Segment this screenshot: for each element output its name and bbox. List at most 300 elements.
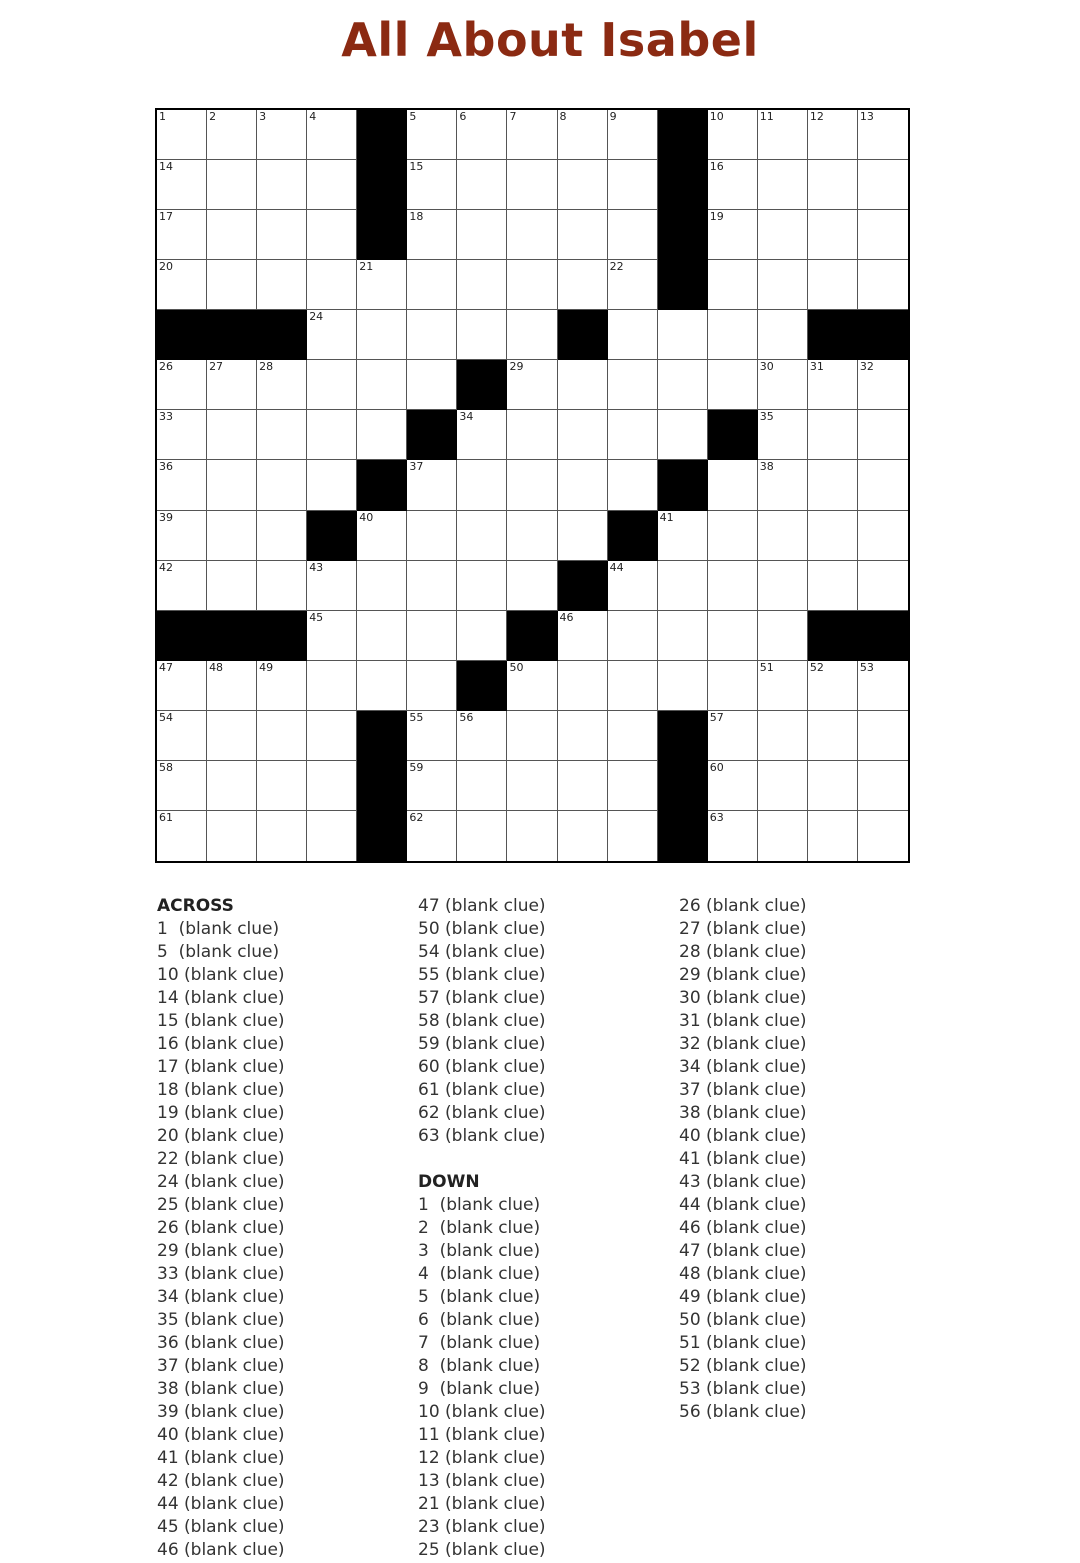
grid-cell[interactable] xyxy=(157,160,207,210)
across-clue: 37 (blank clue) xyxy=(157,1356,285,1376)
grid-cell[interactable] xyxy=(307,110,357,160)
grid-cell[interactable] xyxy=(758,511,808,561)
spacer xyxy=(418,1148,546,1171)
across-clue: 10 (blank clue) xyxy=(157,965,285,985)
grid-cell[interactable] xyxy=(407,110,457,160)
grid-cell[interactable] xyxy=(457,110,507,160)
grid-cell[interactable] xyxy=(608,110,658,160)
grid-cell[interactable] xyxy=(407,310,457,360)
grid-cell[interactable] xyxy=(407,511,457,561)
grid-cell[interactable] xyxy=(157,410,207,460)
down-clue: 34 (blank clue) xyxy=(679,1057,807,1077)
grid-block xyxy=(357,711,407,761)
grid-cell[interactable] xyxy=(407,561,457,611)
grid-cell[interactable] xyxy=(307,260,357,310)
grid-cell[interactable] xyxy=(758,410,808,460)
grid-cell[interactable] xyxy=(558,811,608,861)
grid-cell[interactable] xyxy=(507,761,557,811)
grid-cell[interactable] xyxy=(808,761,858,811)
grid-block xyxy=(457,661,507,711)
grid-cell[interactable] xyxy=(307,661,357,711)
cell-number: 29 xyxy=(509,360,524,374)
across-clue: 17 (blank clue) xyxy=(157,1057,285,1077)
grid-cell[interactable] xyxy=(257,460,307,510)
grid-cell[interactable] xyxy=(708,460,758,510)
grid-block xyxy=(357,811,407,861)
grid-cell[interactable] xyxy=(507,661,557,711)
grid-cell[interactable] xyxy=(808,260,858,310)
grid-block xyxy=(157,611,207,661)
down-heading: DOWN xyxy=(418,1172,480,1192)
grid-cell[interactable] xyxy=(407,460,457,510)
clue-column-3 xyxy=(679,895,807,1424)
grid-cell[interactable] xyxy=(608,561,658,611)
grid-cell[interactable] xyxy=(808,561,858,611)
grid-cell[interactable] xyxy=(407,761,457,811)
grid-cell[interactable] xyxy=(558,460,608,510)
across-heading: ACROSS xyxy=(157,896,234,916)
across-clue: 42 (blank clue) xyxy=(157,1471,285,1491)
grid-cell[interactable] xyxy=(157,761,207,811)
grid-cell[interactable] xyxy=(808,711,858,761)
grid-cell[interactable] xyxy=(307,711,357,761)
across-clue: 41 (blank clue) xyxy=(157,1448,285,1468)
grid-cell[interactable] xyxy=(758,661,808,711)
grid-cell[interactable] xyxy=(507,260,557,310)
grid-cell[interactable] xyxy=(407,611,457,661)
grid-block xyxy=(407,410,457,460)
grid-cell[interactable] xyxy=(207,210,257,260)
grid-block xyxy=(708,410,758,460)
down-clue: 1 (blank clue) xyxy=(418,1195,541,1215)
grid-cell[interactable] xyxy=(457,811,507,861)
grid-cell[interactable] xyxy=(808,511,858,561)
grid-cell[interactable] xyxy=(157,811,207,861)
grid-cell[interactable] xyxy=(507,410,557,460)
grid-cell[interactable] xyxy=(758,210,808,260)
down-clue: 4 (blank clue) xyxy=(418,1264,541,1284)
grid-cell[interactable] xyxy=(207,511,257,561)
grid-cell[interactable] xyxy=(457,511,507,561)
grid-cell[interactable] xyxy=(157,210,207,260)
down-clue: 50 (blank clue) xyxy=(679,1310,807,1330)
cell-number: 30 xyxy=(759,360,774,374)
grid-cell[interactable] xyxy=(658,410,708,460)
cell-number: 54 xyxy=(159,710,173,724)
grid-cell[interactable] xyxy=(758,711,808,761)
grid-cell[interactable] xyxy=(858,761,908,811)
cell-number: 13 xyxy=(859,110,874,123)
across-clue: 20 (blank clue) xyxy=(157,1126,285,1146)
grid-cell[interactable] xyxy=(357,360,407,410)
grid-cell[interactable] xyxy=(257,511,307,561)
grid-cell[interactable] xyxy=(207,410,257,460)
down-clue: 38 (blank clue) xyxy=(679,1103,807,1123)
cell-number: 47 xyxy=(159,660,173,674)
cell-number: 63 xyxy=(709,810,724,824)
grid-cell[interactable] xyxy=(658,310,708,360)
grid-cell[interactable] xyxy=(808,460,858,510)
grid-block xyxy=(307,511,357,561)
grid-cell[interactable] xyxy=(307,360,357,410)
grid-cell[interactable] xyxy=(858,511,908,561)
grid-cell[interactable] xyxy=(858,711,908,761)
grid-cell[interactable] xyxy=(157,711,207,761)
grid-cell[interactable] xyxy=(307,210,357,260)
across-clue: 5 (blank clue) xyxy=(157,942,280,962)
cell-number: 60 xyxy=(709,760,724,774)
grid-cell[interactable] xyxy=(808,360,858,410)
grid-cell[interactable] xyxy=(758,260,808,310)
grid-cell[interactable] xyxy=(558,661,608,711)
grid-cell[interactable] xyxy=(808,410,858,460)
grid-cell[interactable] xyxy=(608,160,658,210)
cell-number: 5 xyxy=(409,110,417,123)
grid-cell[interactable] xyxy=(457,761,507,811)
grid-cell[interactable] xyxy=(808,661,858,711)
grid-cell[interactable] xyxy=(157,561,207,611)
cell-number: 9 xyxy=(609,110,617,123)
grid-cell[interactable] xyxy=(858,661,908,711)
cell-number: 53 xyxy=(859,660,874,674)
down-clue: 5 (blank clue) xyxy=(418,1287,541,1307)
grid-cell[interactable] xyxy=(257,711,307,761)
cell-number: 2 xyxy=(209,110,217,123)
across-clue: 33 (blank clue) xyxy=(157,1264,285,1284)
down-clue: 47 (blank clue) xyxy=(679,1241,807,1261)
grid-cell[interactable] xyxy=(658,561,708,611)
grid-cell[interactable] xyxy=(708,210,758,260)
grid-block xyxy=(808,611,858,661)
grid-cell[interactable] xyxy=(608,761,658,811)
down-clue: 46 (blank clue) xyxy=(679,1218,807,1238)
cell-number: 20 xyxy=(159,260,173,274)
grid-cell[interactable] xyxy=(207,811,257,861)
grid-cell[interactable] xyxy=(407,360,457,410)
grid-cell[interactable] xyxy=(257,761,307,811)
grid-cell[interactable] xyxy=(257,110,307,160)
down-clue: 11 (blank clue) xyxy=(418,1425,546,1445)
grid-cell[interactable] xyxy=(858,811,908,861)
grid-cell[interactable] xyxy=(758,761,808,811)
grid-block xyxy=(257,310,307,360)
grid-cell[interactable] xyxy=(407,210,457,260)
grid-cell[interactable] xyxy=(257,561,307,611)
cell-number: 61 xyxy=(159,810,173,824)
grid-cell[interactable] xyxy=(507,360,557,410)
grid-cell[interactable] xyxy=(558,260,608,310)
grid-cell[interactable] xyxy=(357,410,407,460)
grid-block xyxy=(658,260,708,310)
grid-cell[interactable] xyxy=(207,260,257,310)
cell-number: 33 xyxy=(159,410,173,424)
grid-cell[interactable] xyxy=(507,711,557,761)
across-clue: 36 (blank clue) xyxy=(157,1333,285,1353)
grid-cell[interactable] xyxy=(357,511,407,561)
cell-number: 21 xyxy=(359,260,374,274)
cell-number: 40 xyxy=(359,510,374,524)
grid-cell[interactable] xyxy=(157,460,207,510)
grid-cell[interactable] xyxy=(558,711,608,761)
grid-cell[interactable] xyxy=(457,711,507,761)
across-clue: 45 (blank clue) xyxy=(157,1517,285,1537)
grid-cell[interactable] xyxy=(307,460,357,510)
grid-cell[interactable] xyxy=(307,811,357,861)
grid-block xyxy=(858,310,908,360)
grid-cell[interactable] xyxy=(758,310,808,360)
grid-cell[interactable] xyxy=(207,661,257,711)
cell-number: 45 xyxy=(309,610,324,624)
grid-cell[interactable] xyxy=(608,410,658,460)
grid-cell[interactable] xyxy=(507,210,557,260)
cell-number: 14 xyxy=(159,160,173,174)
down-clue: 13 (blank clue) xyxy=(418,1471,546,1491)
grid-cell[interactable] xyxy=(207,360,257,410)
grid-cell[interactable] xyxy=(558,611,608,661)
grid-cell[interactable] xyxy=(507,110,557,160)
grid-cell[interactable] xyxy=(507,460,557,510)
grid-cell[interactable] xyxy=(708,561,758,611)
grid-cell[interactable] xyxy=(357,260,407,310)
grid-cell[interactable] xyxy=(608,661,658,711)
grid-cell[interactable] xyxy=(608,460,658,510)
across-clue: 63 (blank clue) xyxy=(418,1126,546,1146)
across-clue: 60 (blank clue) xyxy=(418,1057,546,1077)
grid-block xyxy=(858,611,908,661)
grid-cell[interactable] xyxy=(658,360,708,410)
grid-cell[interactable] xyxy=(658,661,708,711)
cell-number: 31 xyxy=(809,360,824,374)
grid-cell[interactable] xyxy=(157,511,207,561)
down-clue: 23 (blank clue) xyxy=(418,1517,546,1537)
grid-cell[interactable] xyxy=(608,260,658,310)
grid-cell[interactable] xyxy=(307,611,357,661)
grid-cell[interactable] xyxy=(507,561,557,611)
grid-cell[interactable] xyxy=(407,260,457,310)
grid-cell[interactable] xyxy=(708,761,758,811)
grid-cell[interactable] xyxy=(507,160,557,210)
grid-cell[interactable] xyxy=(858,460,908,510)
grid-cell[interactable] xyxy=(708,360,758,410)
grid-cell[interactable] xyxy=(357,611,407,661)
grid-cell[interactable] xyxy=(207,561,257,611)
grid-cell[interactable] xyxy=(307,761,357,811)
grid-cell[interactable] xyxy=(708,110,758,160)
cell-number: 3 xyxy=(259,110,267,123)
grid-cell[interactable] xyxy=(858,360,908,410)
grid-block xyxy=(558,310,608,360)
grid-cell[interactable] xyxy=(457,160,507,210)
grid-cell[interactable] xyxy=(257,360,307,410)
down-clue: 37 (blank clue) xyxy=(679,1080,807,1100)
grid-cell[interactable] xyxy=(558,360,608,410)
across-clue: 57 (blank clue) xyxy=(418,988,546,1008)
across-clue: 50 (blank clue) xyxy=(418,919,546,939)
grid-cell[interactable] xyxy=(608,711,658,761)
down-clue: 25 (blank clue) xyxy=(418,1540,546,1560)
grid-block xyxy=(658,460,708,510)
down-clue: 56 (blank clue) xyxy=(679,1402,807,1422)
grid-cell[interactable] xyxy=(758,360,808,410)
grid-cell[interactable] xyxy=(457,310,507,360)
grid-block xyxy=(357,460,407,510)
grid-cell[interactable] xyxy=(608,360,658,410)
grid-cell[interactable] xyxy=(257,260,307,310)
cell-number: 43 xyxy=(309,560,324,574)
clue-column-1 xyxy=(157,895,285,1562)
grid-cell[interactable] xyxy=(758,811,808,861)
grid-cell[interactable] xyxy=(307,310,357,360)
grid-cell[interactable] xyxy=(457,611,507,661)
grid-cell[interactable] xyxy=(658,611,708,661)
grid-cell[interactable] xyxy=(457,460,507,510)
cell-number: 10 xyxy=(709,110,724,123)
grid-cell[interactable] xyxy=(708,711,758,761)
grid-cell[interactable] xyxy=(858,260,908,310)
grid-cell[interactable] xyxy=(558,761,608,811)
grid-cell[interactable] xyxy=(608,210,658,260)
down-clue: 3 (blank clue) xyxy=(418,1241,541,1261)
grid-cell[interactable] xyxy=(708,511,758,561)
cell-number: 17 xyxy=(159,210,173,224)
grid-cell[interactable] xyxy=(858,410,908,460)
cell-number: 11 xyxy=(759,110,774,123)
grid-cell[interactable] xyxy=(758,110,808,160)
grid-cell[interactable] xyxy=(558,110,608,160)
across-clue: 61 (blank clue) xyxy=(418,1080,546,1100)
grid-cell[interactable] xyxy=(858,110,908,160)
grid-cell[interactable] xyxy=(207,460,257,510)
grid-cell[interactable] xyxy=(558,210,608,260)
cell-number: 22 xyxy=(609,260,624,274)
down-clue: 8 (blank clue) xyxy=(418,1356,541,1376)
grid-cell[interactable] xyxy=(507,811,557,861)
grid-cell[interactable] xyxy=(708,811,758,861)
grid-cell[interactable] xyxy=(207,160,257,210)
grid-cell[interactable] xyxy=(507,310,557,360)
down-clue: 12 (blank clue) xyxy=(418,1448,546,1468)
grid-cell[interactable] xyxy=(658,511,708,561)
cell-number: 62 xyxy=(409,810,424,824)
down-clue: 29 (blank clue) xyxy=(679,965,807,985)
across-clue: 39 (blank clue) xyxy=(157,1402,285,1422)
cell-number: 32 xyxy=(859,360,874,374)
grid-cell[interactable] xyxy=(708,260,758,310)
down-clue: 27 (blank clue) xyxy=(679,919,807,939)
grid-cell[interactable] xyxy=(157,110,207,160)
grid-cell[interactable] xyxy=(457,210,507,260)
down-clue: 41 (blank clue) xyxy=(679,1149,807,1169)
grid-cell[interactable] xyxy=(357,661,407,711)
crossword-grid xyxy=(155,108,910,863)
grid-cell[interactable] xyxy=(357,561,407,611)
grid-cell[interactable] xyxy=(608,811,658,861)
grid-cell[interactable] xyxy=(307,410,357,460)
grid-cell[interactable] xyxy=(758,611,808,661)
grid-cell[interactable] xyxy=(257,661,307,711)
grid-cell[interactable] xyxy=(407,160,457,210)
grid-block xyxy=(658,811,708,861)
grid-cell[interactable] xyxy=(808,811,858,861)
grid-block xyxy=(157,310,207,360)
grid-cell[interactable] xyxy=(157,661,207,711)
down-clue: 30 (blank clue) xyxy=(679,988,807,1008)
cell-number: 58 xyxy=(159,760,173,774)
down-clue: 52 (blank clue) xyxy=(679,1356,807,1376)
grid-cell[interactable] xyxy=(457,260,507,310)
grid-cell[interactable] xyxy=(758,561,808,611)
grid-cell[interactable] xyxy=(708,160,758,210)
grid-cell[interactable] xyxy=(558,511,608,561)
grid-cell[interactable] xyxy=(708,661,758,711)
cell-number: 19 xyxy=(709,210,724,224)
grid-cell[interactable] xyxy=(558,160,608,210)
across-clue: 24 (blank clue) xyxy=(157,1172,285,1192)
cell-number: 39 xyxy=(159,510,173,524)
grid-cell[interactable] xyxy=(457,561,507,611)
grid-cell[interactable] xyxy=(257,410,307,460)
grid-block xyxy=(257,611,307,661)
across-clue: 38 (blank clue) xyxy=(157,1379,285,1399)
grid-cell[interactable] xyxy=(207,110,257,160)
grid-cell[interactable] xyxy=(407,711,457,761)
across-clue: 35 (blank clue) xyxy=(157,1310,285,1330)
grid-cell[interactable] xyxy=(708,611,758,661)
grid-cell[interactable] xyxy=(507,511,557,561)
grid-cell[interactable] xyxy=(808,110,858,160)
grid-cell[interactable] xyxy=(307,561,357,611)
grid-cell[interactable] xyxy=(157,360,207,410)
down-clue: 49 (blank clue) xyxy=(679,1287,807,1307)
grid-cell[interactable] xyxy=(608,310,658,360)
cell-number: 27 xyxy=(209,360,224,374)
grid-cell[interactable] xyxy=(207,711,257,761)
grid-cell[interactable] xyxy=(558,410,608,460)
grid-cell[interactable] xyxy=(257,210,307,260)
grid-cell[interactable] xyxy=(808,160,858,210)
cell-number: 55 xyxy=(409,710,424,724)
grid-cell[interactable] xyxy=(758,460,808,510)
cell-number: 57 xyxy=(709,710,724,724)
grid-cell[interactable] xyxy=(858,210,908,260)
grid-cell[interactable] xyxy=(307,160,357,210)
grid-cell[interactable] xyxy=(708,310,758,360)
across-clue: 40 (blank clue) xyxy=(157,1425,285,1445)
grid-cell[interactable] xyxy=(357,310,407,360)
grid-cell[interactable] xyxy=(608,611,658,661)
grid-cell[interactable] xyxy=(758,160,808,210)
grid-block xyxy=(357,761,407,811)
grid-cell[interactable] xyxy=(858,160,908,210)
page-title: All About Isabel xyxy=(341,13,759,67)
grid-cell[interactable] xyxy=(407,661,457,711)
grid-cell[interactable] xyxy=(808,210,858,260)
grid-cell[interactable] xyxy=(207,761,257,811)
across-clue: 26 (blank clue) xyxy=(157,1218,285,1238)
across-clue: 55 (blank clue) xyxy=(418,965,546,985)
cell-number: 18 xyxy=(409,210,424,224)
grid-cell[interactable] xyxy=(257,811,307,861)
grid-block xyxy=(658,210,708,260)
grid-cell[interactable] xyxy=(457,410,507,460)
grid-block xyxy=(558,561,608,611)
grid-cell[interactable] xyxy=(257,160,307,210)
grid-cell[interactable] xyxy=(157,260,207,310)
grid-block xyxy=(658,110,708,160)
across-clue: 59 (blank clue) xyxy=(418,1034,546,1054)
grid-cell[interactable] xyxy=(407,811,457,861)
grid-cell[interactable] xyxy=(858,561,908,611)
